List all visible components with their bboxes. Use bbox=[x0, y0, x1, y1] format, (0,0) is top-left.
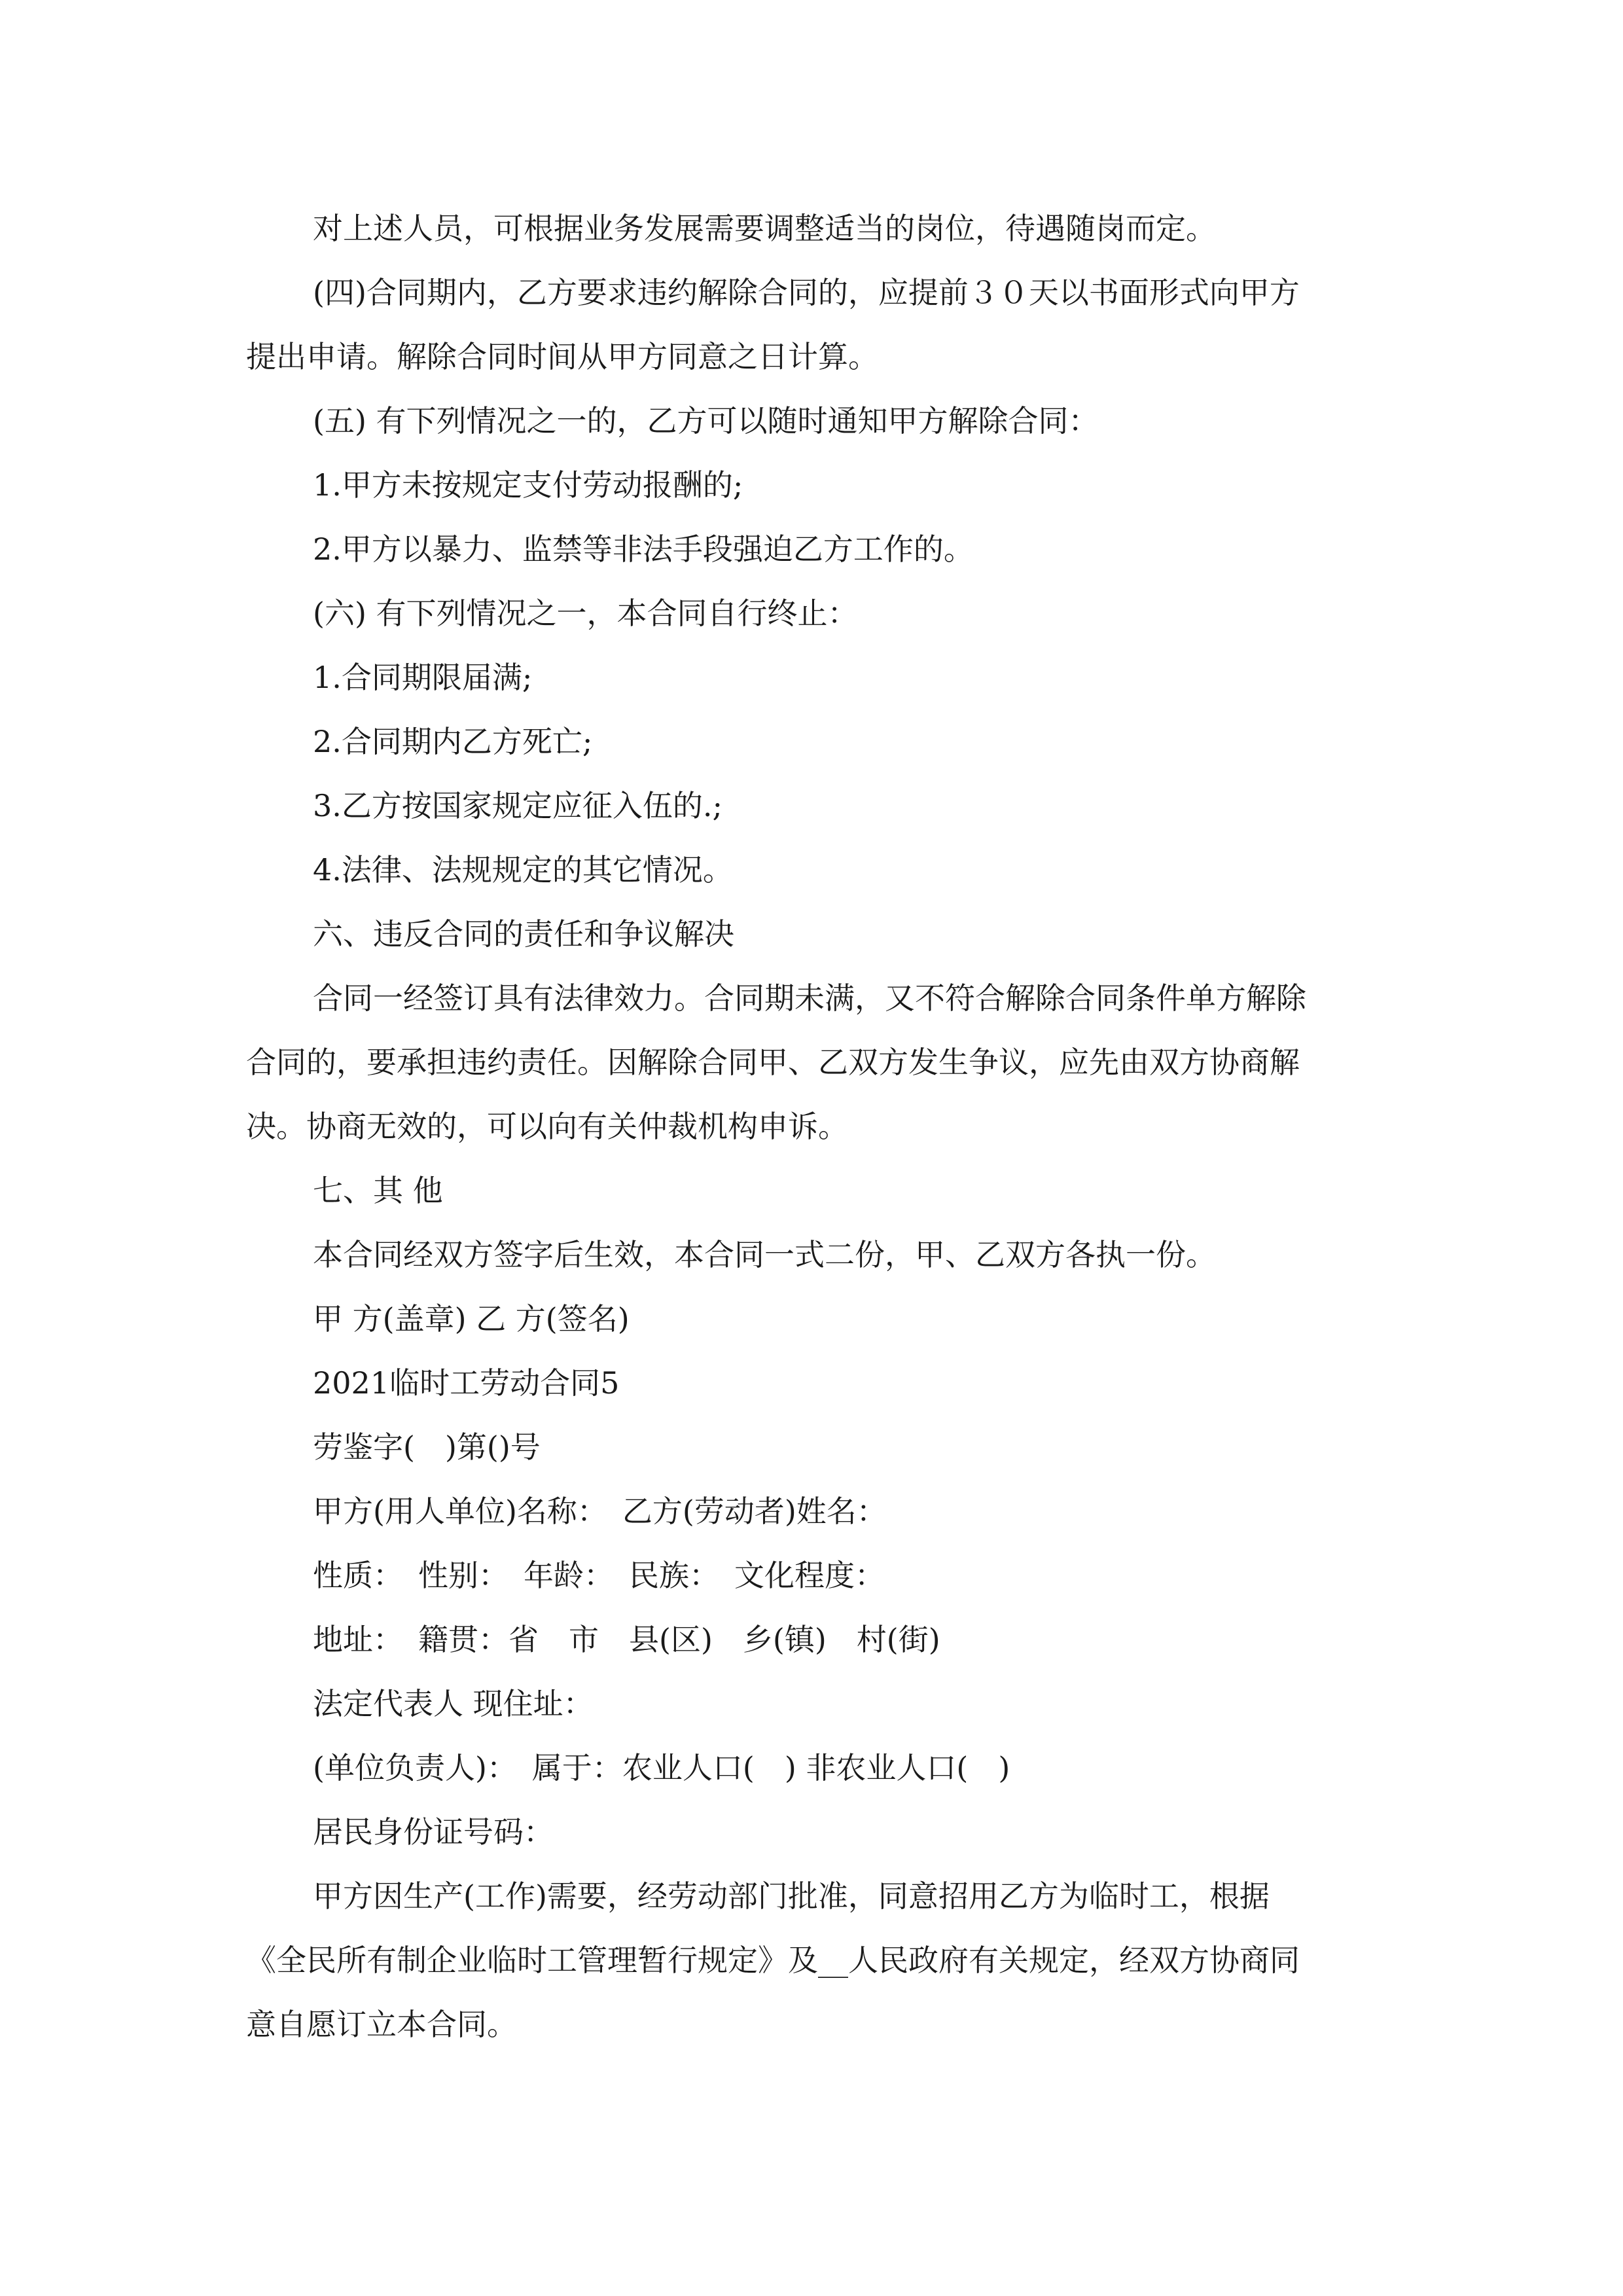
document-body bbox=[246, 196, 1378, 2056]
paragraph-line: (五) 有下列情况之一的，乙方可以随时通知甲方解除合同： bbox=[313, 403, 1099, 439]
list-item: 2.甲方以暴力、监禁等非法手段强迫乙方工作的。 bbox=[313, 531, 974, 567]
paragraph-line: 本合同经双方签字后生效，本合同一式二份，甲、乙双方各执一份。 bbox=[313, 1237, 1216, 1272]
form-field-line: 性质： 性别： 年龄： 民族： 文化程度： bbox=[313, 1558, 885, 1593]
paragraph-line: 合同的，要承担违约责任。因解除合同甲、乙双方发生争议，应先由双方协商解 bbox=[246, 1045, 1300, 1080]
paragraph-line: (六) 有下列情况之一，本合同自行终止： bbox=[313, 596, 858, 631]
form-field-line: 法定代表人 现住址： bbox=[313, 1686, 594, 1721]
form-field-line: (单位负责人)： 属于：农业人口( ) 非农业人口( ) bbox=[313, 1750, 1010, 1785]
paragraph-line: 提出申请。解除合同时间从甲方同意之日计算。 bbox=[246, 339, 878, 374]
list-item: 4.法律、法规规定的其它情况。 bbox=[313, 852, 733, 888]
paragraph-line: 意自愿订立本合同。 bbox=[246, 2007, 517, 2042]
form-field-line: 地址： 籍贯：省 市 县(区) 乡(镇) 村(街) bbox=[313, 1622, 940, 1657]
paragraph-line: 甲方因生产(工作)需要，经劳动部门批准，同意招用乙方为临时工，根据 bbox=[313, 1878, 1270, 1914]
section-heading: 六、违反合同的责任和争议解决 bbox=[313, 916, 734, 952]
form-field-line: 居民身份证号码： bbox=[313, 1814, 554, 1850]
signature-line: 甲 方(盖章) 乙 方(签名) bbox=[313, 1301, 630, 1336]
form-field-line: 甲方(用人单位)名称： 乙方(劳动者)姓名： bbox=[313, 1494, 887, 1529]
list-item: 3.乙方按国家规定应征入伍的.; bbox=[313, 788, 723, 823]
list-item: 1.合同期限届满; bbox=[313, 660, 533, 695]
document-title: 2021临时工劳动合同5 bbox=[313, 1365, 620, 1401]
paragraph-line: 决。协商无效的，可以向有关仲裁机构申诉。 bbox=[246, 1109, 848, 1144]
list-item: 1.甲方未按规定支付劳动报酬的; bbox=[313, 467, 743, 503]
paragraph-line: (四)合同期内，乙方要求违约解除合同的，应提前３０天以书面形式向甲方 bbox=[313, 275, 1300, 310]
list-item: 2.合同期内乙方死亡; bbox=[313, 724, 593, 759]
paragraph-line: 对上述人员，可根据业务发展需要调整适当的岗位，待遇随岗而定。 bbox=[313, 211, 1216, 246]
paragraph-line: 《全民所有制企业临时工管理暂行规定》及__人民政府有关规定，经双方协商同 bbox=[246, 1943, 1300, 1978]
document-number: 劳鉴字( )第()号 bbox=[313, 1429, 541, 1465]
paragraph-line: 合同一经签订具有法律效力。合同期未满，又不符合解除合同条件单方解除 bbox=[313, 980, 1306, 1016]
section-heading: 七、其 他 bbox=[313, 1173, 443, 1208]
